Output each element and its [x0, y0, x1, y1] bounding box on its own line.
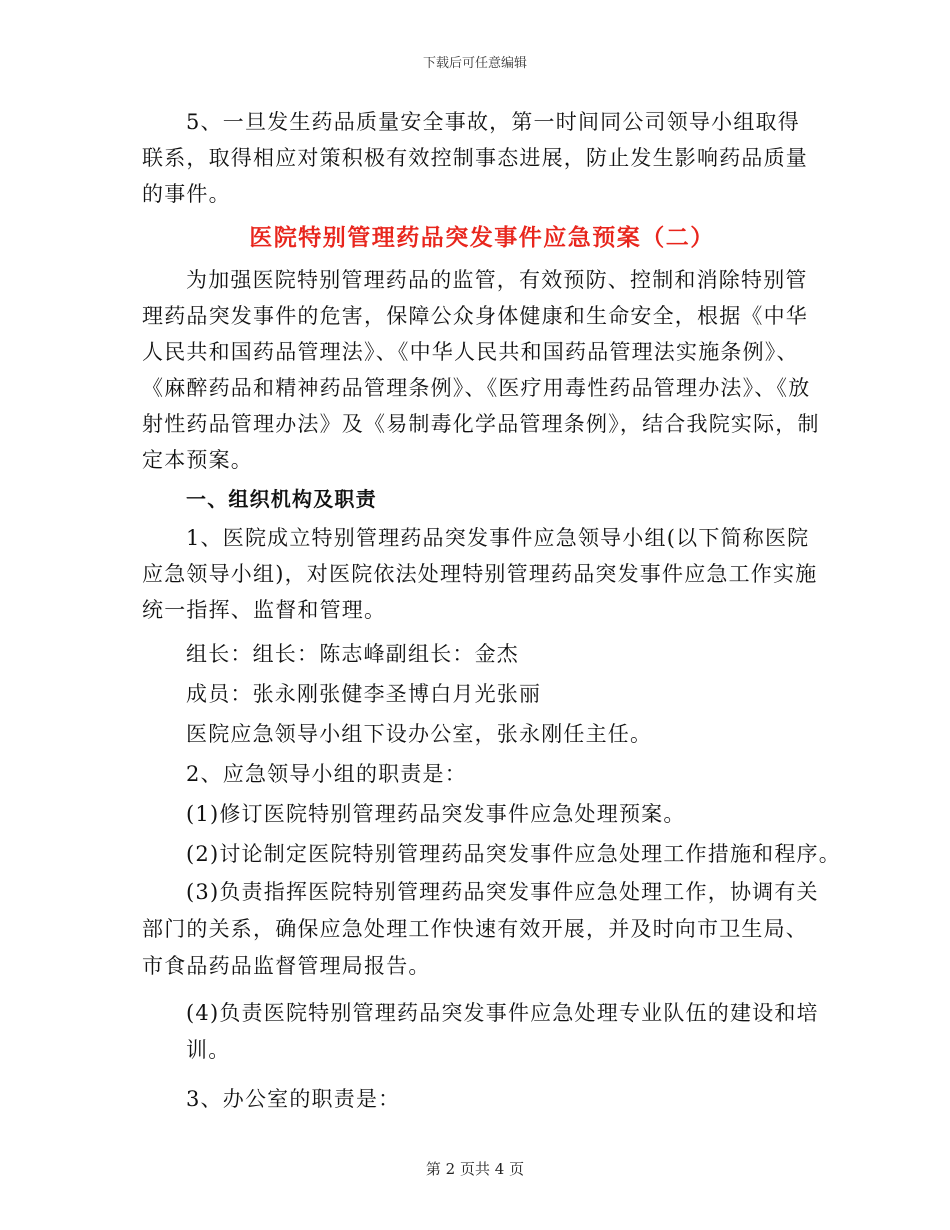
page-footer: 第 2 页共 4 页: [425, 1160, 525, 1178]
intro-paragraph: 5、一旦发生药品质量安全事故，第一时间同公司领导小组取得联系，取得相应对策积极有效控制事态进展，防止发生影响药品质量的事件。: [142, 110, 808, 206]
duty-2-line: (2)讨论制定医院特别管理药品突发事件应急处理工作措施和程序。: [186, 842, 841, 866]
document-title: 医院特别管理药品突发事件应急预案（二）: [249, 225, 715, 251]
preamble-paragraph: 为加强医院特别管理药品的监管，有效预防、控制和消除特别管理药品突发事件的危害，保障公众身体健康和生命安全，根据《中华人民共和国药品管理法》、《中华人民共和国药品管理法实施条例》、《麻醉药品和精神药品管理条例》、《医疗用毒性药品管理办法》、《放射性药品管理办法》及《易制毒化学品管理条例》，结合我院实际，制定本预案。: [142, 268, 820, 472]
section-heading-organization: 一、组织机构及职责: [186, 487, 377, 511]
page-header: 下载后可任意编辑: [422, 56, 527, 71]
document-body: [142, 104, 841, 1119]
duty-4-paragraph: (4)负责医院特别管理药品突发事件应急处理专业队伍的建设和培训。: [186, 1001, 819, 1062]
item-2-line: 2、应急领导小组的职责是：: [186, 762, 467, 786]
duty-1-line: (1)修订医院特别管理药品突发事件应急处理预案。: [186, 802, 686, 826]
members-line: 成员：张永刚张健李圣博白月光张丽: [186, 682, 542, 706]
item-1-paragraph: 1、医院成立特别管理药品突发事件应急领导小组(以下简称医院应急领导小组)，对医院依法处理特别管理药品突发事件应急工作实施统一指挥、监督和管理。: [142, 526, 818, 622]
item-3-line: 3、办公室的职责是：: [186, 1087, 401, 1111]
office-note-line: 医院应急领导小组下设办公室，张永刚任主任。: [186, 722, 653, 746]
leaders-line: 组长：组长：陈志峰副组长：金杰: [186, 642, 519, 666]
duty-3-paragraph: (3)负责指挥医院特别管理药品突发事件应急处理工作，协调有关部门的关系，确保应急处理工作快速有效开展，并及时向市卫生局、市食品药品监督管理局报告。: [142, 880, 819, 978]
